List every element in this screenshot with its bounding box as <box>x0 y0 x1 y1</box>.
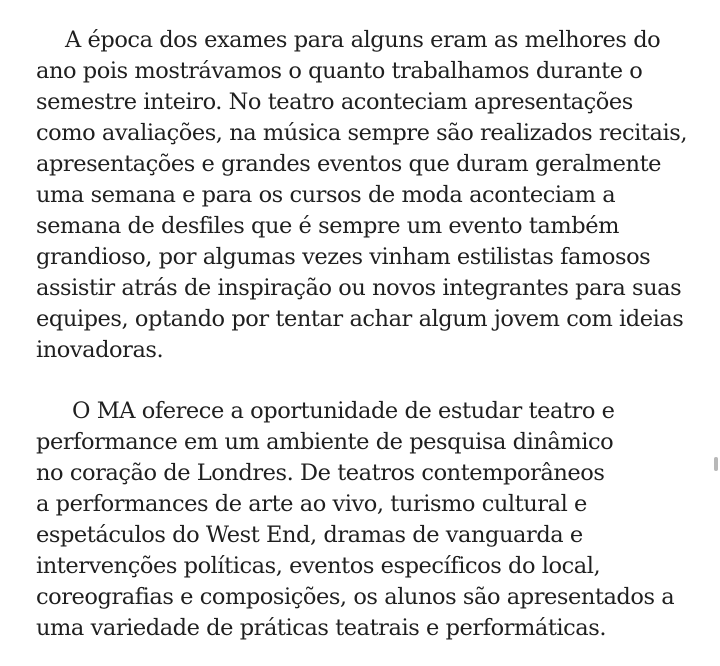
paragraph-line: uma semana e para os cursos de moda aconteciam a <box>36 182 616 208</box>
paragraph-line: semestre inteiro. No teatro aconteciam apresentações <box>36 89 633 115</box>
scrollbar-thumb[interactable] <box>714 457 718 471</box>
paragraph-line: uma variedade de práticas teatrais e performáticas. <box>36 615 607 641</box>
paragraph-line: equipes, optando por tentar achar algum jovem com ideias <box>36 306 684 332</box>
paragraph-line: performance em um ambiente de pesquisa dinâmico <box>36 429 614 455</box>
paragraph-line: A época dos exames para alguns eram as melhores do <box>65 27 661 53</box>
paragraph-line: grandioso, por algumas vezes vinham estilistas famosos <box>36 244 651 270</box>
paragraph-line: assistir atrás de inspiração ou novos integrantes para suas <box>36 275 682 301</box>
paragraph-line: espetáculos do West End, dramas de vanguarda e <box>36 522 583 548</box>
paragraph-line: a performances de arte ao vivo, turismo cultural e <box>36 491 587 517</box>
paragraph-line: ano pois mostrávamos o quanto trabalhamos durante o <box>36 58 643 84</box>
paragraph-line: como avaliações, na música sempre são realizados recitais, <box>36 120 688 146</box>
paragraph-line: no coração de Londres. De teatros contemporâneos <box>36 460 605 486</box>
paragraph-line: semana de desfiles que é sempre um evento também <box>36 213 619 239</box>
paragraph-line: inovadoras. <box>36 337 164 363</box>
paragraph-line: apresentações e grandes eventos que duram geralmente <box>36 151 662 177</box>
paragraph-line: coreografias e composições, os alunos são apresentados a <box>36 584 675 610</box>
paragraph-2 <box>36 396 674 644</box>
paragraph-1 <box>36 25 687 366</box>
paragraph-line: O MA oferece a oportunidade de estudar teatro e <box>72 398 615 424</box>
paragraph-line: intervenções políticas, eventos específicos do local, <box>36 553 601 579</box>
